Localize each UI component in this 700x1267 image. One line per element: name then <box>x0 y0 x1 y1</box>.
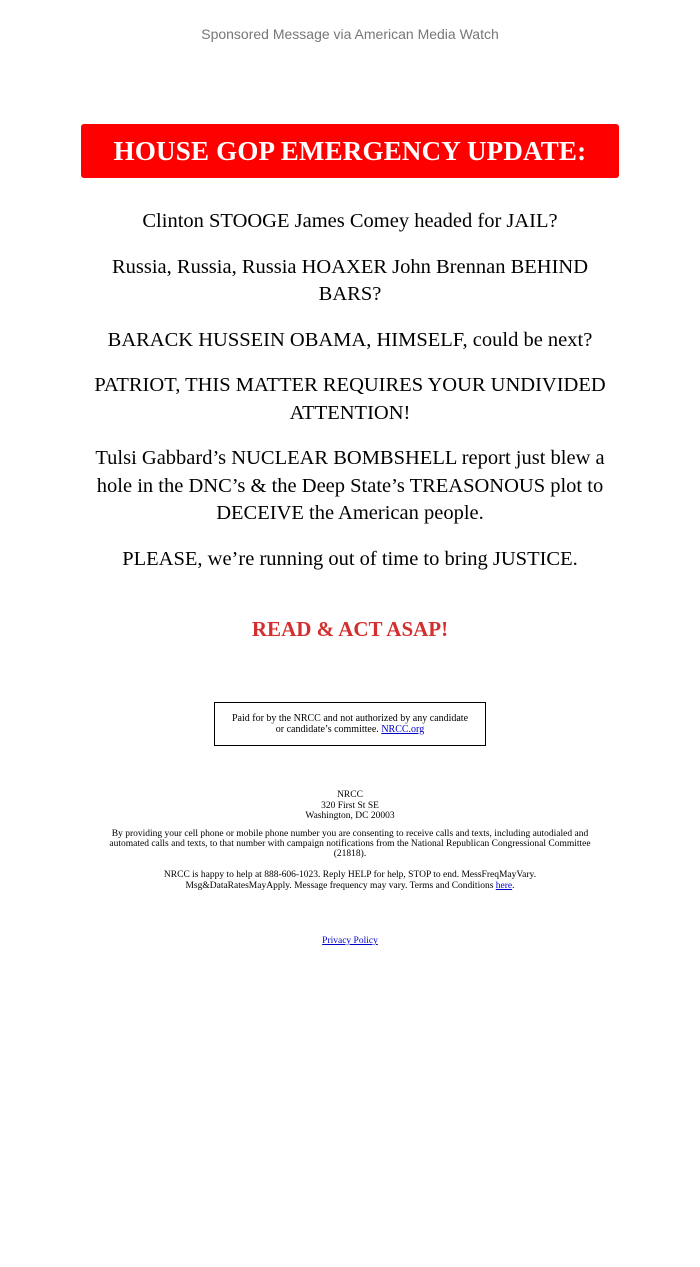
help-text: NRCC is happy to help at 888-606-1023. Reply HELP for help, STOP to end. MessFreqMayVary. Msg&DataRatesMayApply. Message frequency may vary. Terms and Conditions <box>163 870 537 891</box>
message-body <box>80 208 620 591</box>
mailing-address <box>0 790 700 822</box>
terms-here-link[interactable]: here <box>495 880 513 891</box>
body-paragraph: Russia, Russia, Russia HOAXER John Brennan BEHIND BARS? <box>111 255 589 305</box>
body-paragraph: Tulsi Gabbard’s NUCLEAR BOMBSHELL report just blew a hole in the DNC’s & the Deep State’s TREASONOUS plot to DECEIVE the American people. <box>95 447 605 524</box>
body-paragraph: PLEASE, we’re running out of time to bring JUSTICE. <box>122 547 578 570</box>
paid-for-text: Paid for by the NRCC and not authorized by any candidate or candidate’s committee. <box>231 712 469 735</box>
paid-for-disclaimer-box <box>214 702 486 746</box>
body-paragraph: PATRIOT, THIS MATTER REQUIRES YOUR UNDIVIDED ATTENTION! <box>94 374 606 424</box>
help-suffix: . <box>512 880 515 891</box>
address-org: NRCC <box>337 790 363 800</box>
sms-help-text <box>110 870 590 891</box>
sponsored-message-label: Sponsored Message via American Media Watch <box>201 26 499 42</box>
sms-consent-text: By providing your cell phone or mobile phone number you are consenting to receive calls and texts, including autodialed and automated calls and texts, to that number with campaign notifications from the National Republican Congressional Committee (21818). <box>109 829 591 859</box>
body-paragraph: Clinton STOOGE James Comey headed for JAIL? <box>142 210 558 232</box>
privacy-policy-container <box>0 936 700 946</box>
body-paragraph: BARACK HUSSEIN OBAMA, HIMSELF, could be next? <box>107 328 593 351</box>
nrcc-org-link[interactable]: NRCC.org <box>381 724 425 735</box>
privacy-policy-link[interactable]: Privacy Policy <box>322 936 378 946</box>
read-act-cta-link[interactable]: READ & ACT ASAP! <box>251 617 449 641</box>
emergency-update-banner: HOUSE GOP EMERGENCY UPDATE: <box>81 124 619 178</box>
address-city: Washington, DC 20003 <box>305 811 395 821</box>
address-street: 320 First St SE <box>321 800 379 811</box>
